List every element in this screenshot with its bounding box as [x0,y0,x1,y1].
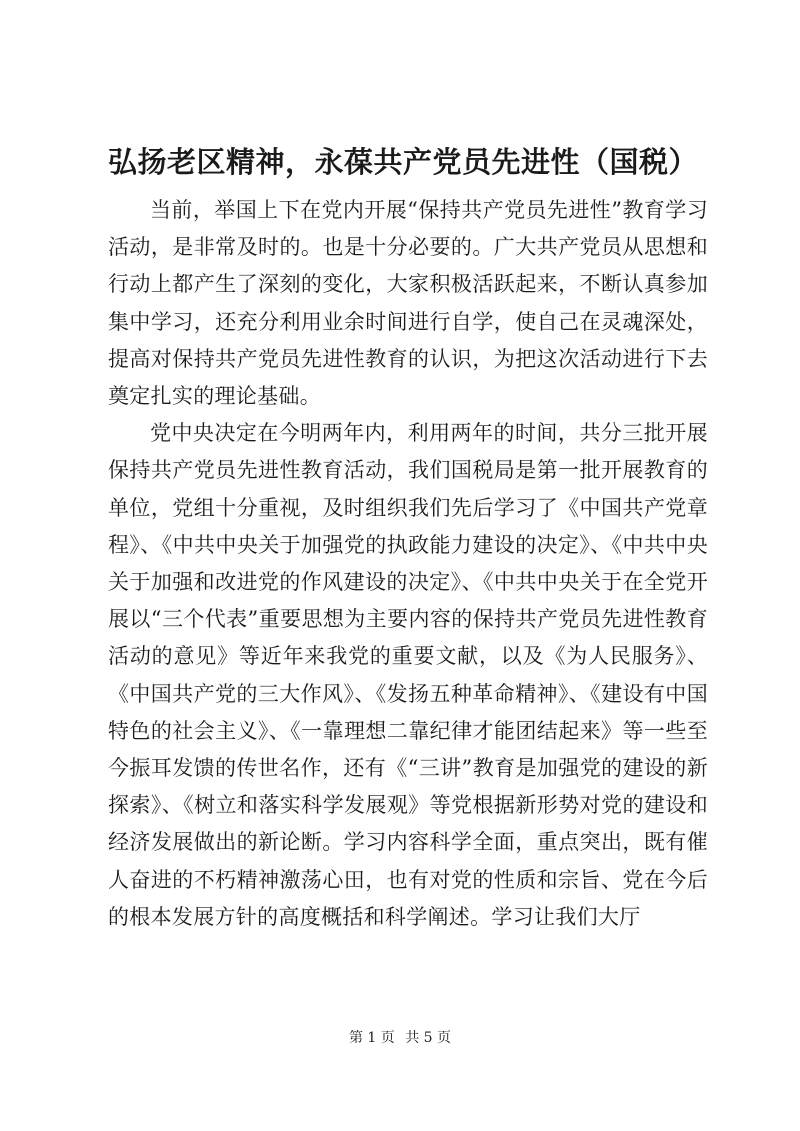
paragraph-1: 当前，举国上下在党内开展“保持共产党员先进性”教育学习活动，是非常及时的。也是十分必要的。广大共产党员从思想和行动上都产生了深刻的变化，大家积极活跃起来，不断认真参加集中学习，还充分利用业余时间进行自学，使自己在灵魂深处，提高对保持共产党员先进性教育的认识，为把这次活动进行下去奠定扎实的理论基础。 [108,198,708,409]
page-number: 第 1 页 [348,1030,395,1046]
paragraph-2: 党中央决定在今明两年内，利用两年的时间，共分三批开展保持共产党员先进性教育活动，我们国税局是第一批开展教育的单位，党组十分重视，及时组织我们先后学习了《中国共产党章程》、《中共中央关于加强党的执政能力建设的决定》、《中共中央关于加强和改进党的作风建设的决定》、《中共中央关于在全党开展以“三个代表”重要思想为主要内容的保持共产党员先进性教育活动的意见》等近年来我党的重要文献，以及《为人民服务》、《中国共产党的三大作风》、《发扬五种革命精神》、《建设有中国特色的社会主义》、《一靠理想二靠纪律才能团结起来》等一些至今振耳发馈的传世名作，还有《“三讲”教育是加强党的建设的新探索》、《树立和落实科学发展观》等党根据新形势对党的建设和经济发展做出的新论断。学习内容科学全面，重点突出，既有催人奋进的不朽精神激荡心田，也有对党的性质和宗旨、党在今后的根本发展方针的高度概括和科学阐述。学习让我们大厅 [108,421,708,929]
document-body [108,192,708,936]
document-title: 弘扬老区精神，永葆共产党员先进性（国税） [108,145,699,179]
page-total: 共 5 页 [405,1030,452,1046]
page-footer [0,1028,800,1048]
